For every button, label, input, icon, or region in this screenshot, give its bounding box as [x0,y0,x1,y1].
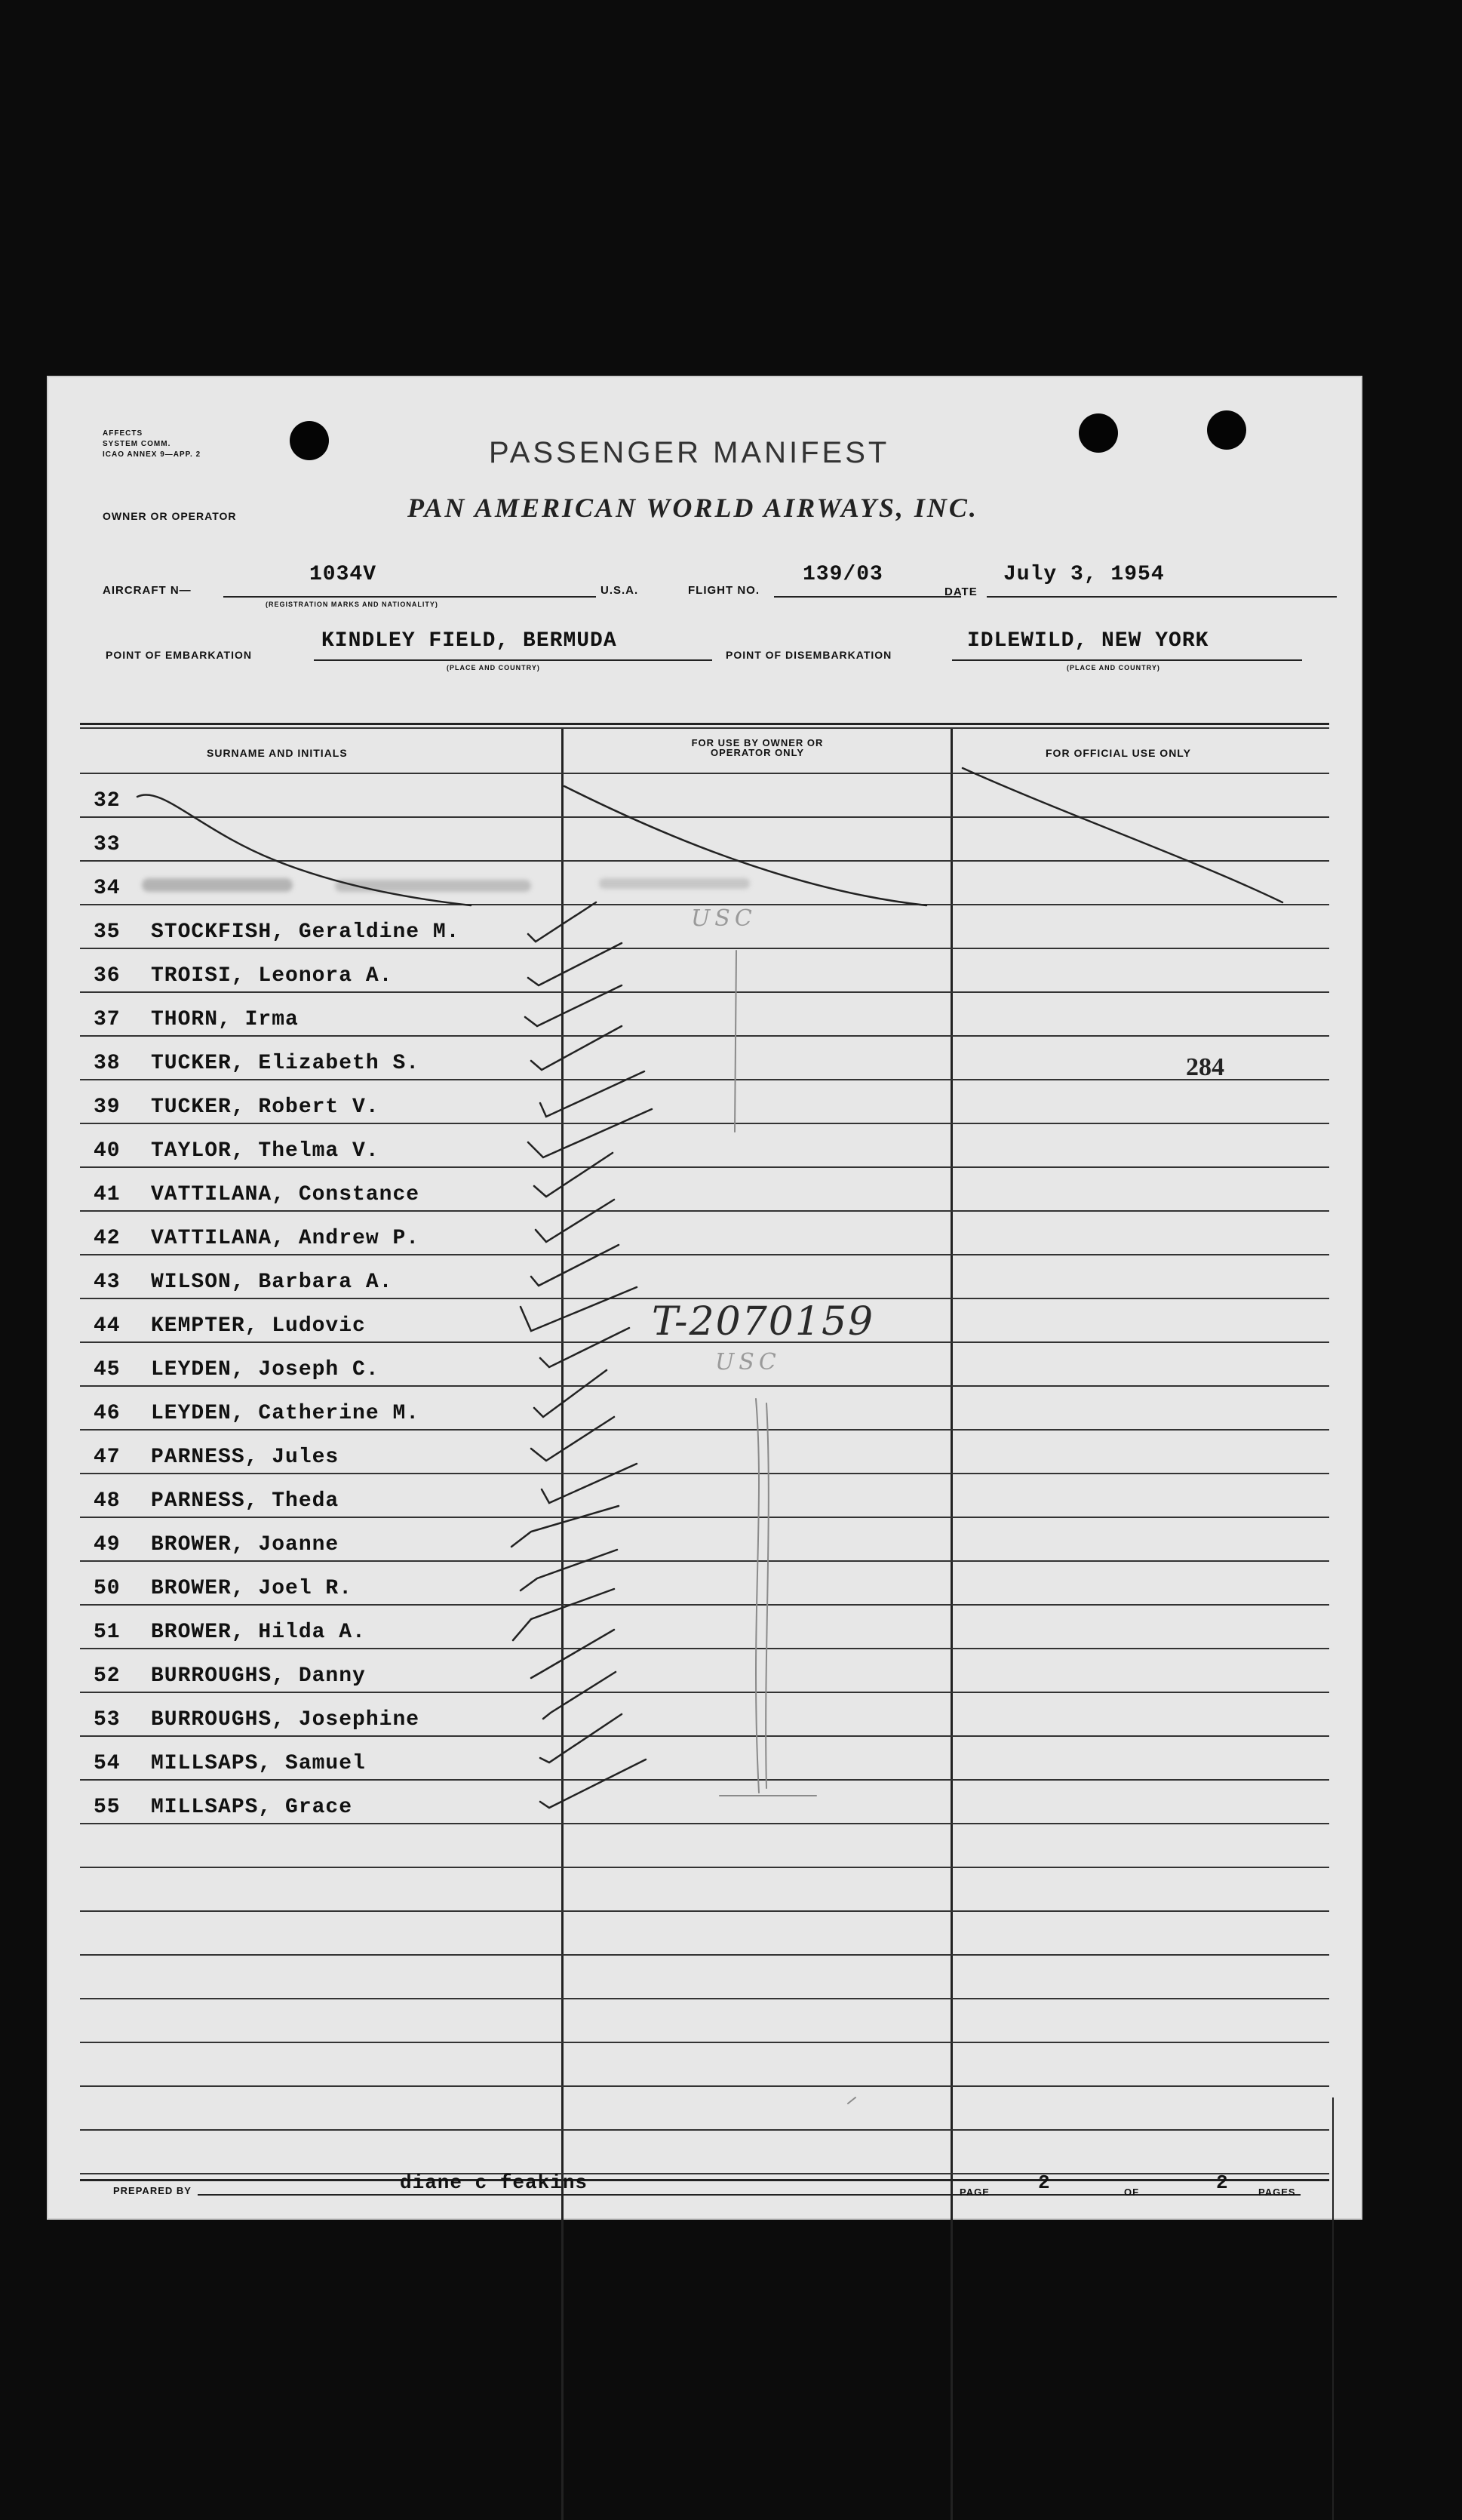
row-number: 37 [94,1008,121,1031]
embark-label: POINT OF EMBARKATION [106,649,252,661]
check-mark [513,1589,614,1640]
row-number: 43 [94,1271,121,1294]
passenger-name: KEMPTER, Ludovic [151,1314,366,1338]
official-count: 284 [1186,1053,1224,1081]
flight-date: July 3, 1954 [1003,563,1165,586]
page-label: PAGE [960,2187,990,2198]
date-label: DATE [944,585,978,598]
check-mark [540,1328,629,1367]
disembark-label: POINT OF DISEMBARKATION [726,649,892,661]
passenger-name: TUCKER, Robert V. [151,1096,379,1119]
row-number: 52 [94,1664,121,1688]
passenger-name: BROWER, Joel R. [151,1577,353,1600]
row-number: 34 [94,877,121,900]
passenger-name: PARNESS, Jules [151,1446,339,1469]
row-number: 51 [94,1621,121,1644]
row-number: 44 [94,1314,121,1338]
row-number: 33 [94,833,121,856]
check-mark [540,1759,646,1808]
passenger-name: VATTILANA, Andrew P. [151,1227,420,1250]
check-mark [521,1287,637,1331]
owner-label: OWNER OR OPERATOR [103,510,237,522]
prepared-by-line [198,2194,1002,2196]
check-mark [531,1630,614,1678]
passenger-name: LEYDEN, Catherine M. [151,1402,420,1425]
page-title: PASSENGER MANIFEST [489,436,890,469]
row-number: 49 [94,1533,121,1557]
check-mark [511,1506,619,1547]
check-mark [536,1200,614,1242]
registration-note: (REGISTRATION MARKS AND NATIONALITY) [266,601,438,608]
passenger-name: BURROUGHS, Josephine [151,1708,420,1732]
strike-line [137,794,471,905]
manifest-sheet [47,376,1362,2220]
passenger-name: BROWER, Hilda A. [151,1621,366,1644]
usc-note: USC [691,905,757,932]
row-number: 42 [94,1227,121,1250]
aircraft-label: AIRCRAFT N— [103,584,192,597]
flight-label: FLIGHT NO. [688,584,760,597]
passenger-name: THORN, Irma [151,1008,299,1031]
embark-note: (PLACE AND COUNTRY) [447,664,540,671]
row-number: 48 [94,1489,121,1513]
passenger-name: BURROUGHS, Danny [151,1664,366,1688]
official-use-header: FOR OFFICIAL USE ONLY [1046,747,1191,759]
handwriting-marks [48,377,1361,2218]
check-mark [525,985,622,1026]
row-number: 41 [94,1183,121,1206]
row-number: 46 [94,1402,121,1425]
aircraft-number: 1034V [309,563,377,586]
row-number: 53 [94,1708,121,1732]
passenger-name: BROWER, Joanne [151,1533,339,1557]
strike-line [963,768,1282,902]
check-mark [534,1153,613,1197]
faint-line [735,951,736,1132]
row-number: 32 [94,789,121,813]
passenger-name: MILLSAPS, Grace [151,1796,353,1819]
check-mark [528,902,596,942]
surname-header: SURNAME AND INITIALS [207,747,348,759]
strike-line [564,786,926,905]
row-number: 35 [94,920,121,944]
company-name: PAN AMERICAN WORLD AIRWAYS, INC. [407,493,978,523]
check-mark [534,1370,607,1417]
prepared-by: diane c feakins [400,2171,588,2194]
flight-number: 139/03 [803,563,883,586]
check-mark [540,1071,644,1117]
row-number: 38 [94,1052,121,1075]
passenger-name: WILSON, Barbara A. [151,1271,393,1294]
passenger-name: PARNESS, Theda [151,1489,339,1513]
row-number: 36 [94,964,121,988]
pages-label: PAGES [1258,2187,1296,2198]
check-mark [531,1245,619,1286]
row-number: 55 [94,1796,121,1819]
owner-use-header: FOR USE BY OWNER OR OPERATOR ONLY [691,737,824,758]
check-mark [540,1714,622,1762]
row-number: 45 [94,1358,121,1381]
usc-note: USC [715,1349,781,1375]
passenger-name: TUCKER, Elizabeth S. [151,1052,420,1075]
of-label: OF [1124,2187,1140,2198]
passenger-name: TROISI, Leonora A. [151,964,393,988]
system-note: AFFECTS SYSTEM COMM. ICAO ANNEX 9—APP. 2 [103,429,201,459]
passenger-name: VATTILANA, Constance [151,1183,420,1206]
row-number: 39 [94,1096,121,1119]
disembark-point: IDLEWILD, NEW YORK [967,629,1209,653]
passenger-name: TAYLOR, Thelma V. [151,1139,379,1163]
faint-line [756,1399,759,1793]
passenger-name: MILLSAPS, Samuel [151,1752,366,1775]
handwritten-number: T-2070159 [652,1299,875,1345]
total-pages: 2 [1216,2171,1229,2194]
check-mark [531,1417,614,1461]
page-number: 2 [1038,2171,1051,2194]
faint-line [766,1403,769,1788]
disembark-note: (PLACE AND COUNTRY) [1067,664,1160,671]
check-mark [542,1464,637,1503]
check-mark [521,1550,617,1590]
prepared-by-label: PREPARED BY [113,2185,192,2196]
row-number: 54 [94,1752,121,1775]
country: U.S.A. [600,584,639,597]
row-number: 47 [94,1446,121,1469]
passenger-name: LEYDEN, Joseph C. [151,1358,379,1381]
check-mark [543,1672,616,1719]
faint-line [848,2097,855,2104]
embark-point: KINDLEY FIELD, BERMUDA [321,629,617,653]
check-mark [531,1026,622,1070]
row-number: 50 [94,1577,121,1600]
row-number: 40 [94,1139,121,1163]
passenger-name: STOCKFISH, Geraldine M. [151,920,460,944]
check-mark [528,943,622,985]
